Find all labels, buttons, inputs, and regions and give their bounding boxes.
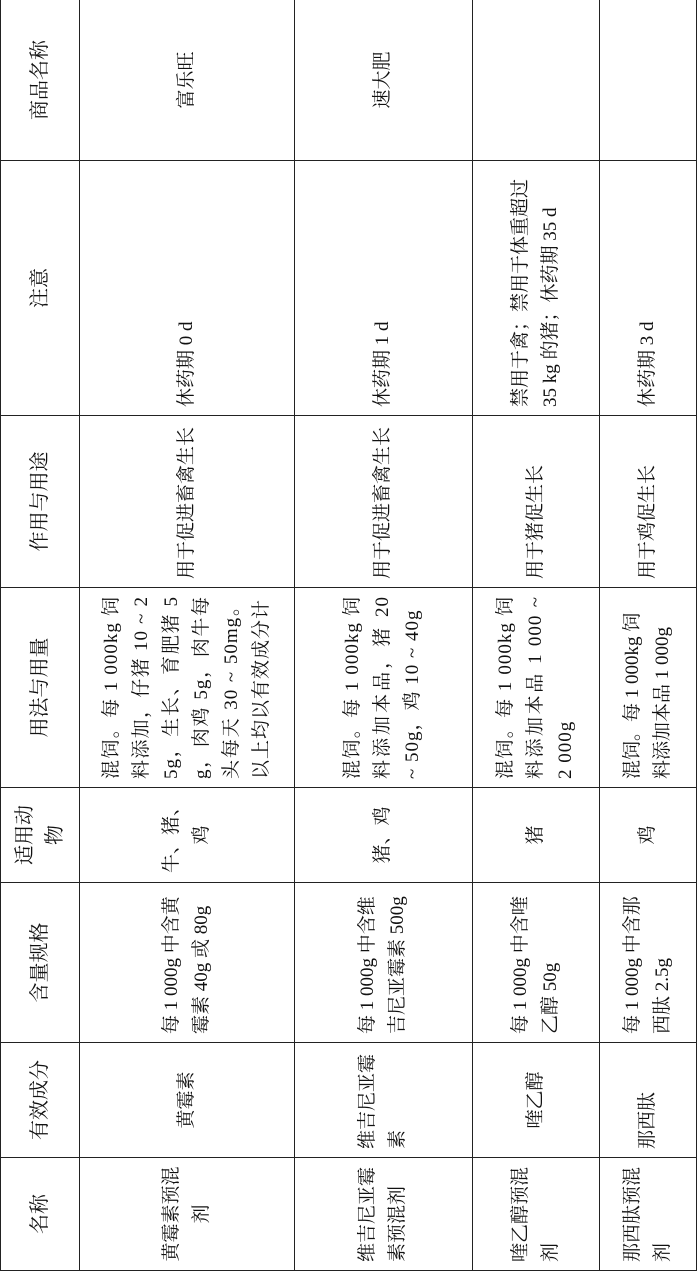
cell-notes: 禁用于禽；禁用于体重超过 35 kg 的猪；休药期 35 d	[473, 161, 600, 416]
cell-dosage: 混饲。每 1 000kg 饲料添加本品 1 000 ~ 2 000g	[473, 588, 600, 788]
cell-notes: 休药期 3 d	[600, 161, 697, 416]
cell-spec: 每 1 000g 中含维吉尼亚霉素 500g	[294, 883, 472, 1043]
header-spec: 含量规格	[1, 883, 80, 1043]
cell-animals: 牛、猪、鸡	[80, 788, 295, 883]
cell-animals: 猪、鸡	[294, 788, 472, 883]
cell-usage: 用于促进畜禽生长	[294, 416, 472, 588]
cell-dosage: 混饲。每 1 000kg 饲料添加，仔猪 10 ~ 25g，生长、育肥猪 5g，肉鸡 5g，肉牛每头每天 30 ~ 50mg。以上均以有效成分计	[80, 588, 295, 788]
cell-brand	[600, 0, 697, 161]
header-ingredient: 有效成分	[1, 1043, 80, 1158]
cell-notes: 休药期 1 d	[294, 161, 472, 416]
header-notes: 注意	[1, 161, 80, 416]
header-usage: 作用与用途	[1, 416, 80, 588]
cell-name: 黄霉素预混剂	[80, 1158, 295, 1271]
cell-ingredient: 那西肽	[600, 1043, 697, 1158]
table-row	[473, 0, 600, 1271]
table-row	[80, 0, 295, 1271]
cell-usage: 用于促进畜禽生长	[80, 416, 295, 588]
cell-animals: 猪	[473, 788, 600, 883]
cell-spec: 每 1 000g 中含黄霉素 40g 或 80g	[80, 883, 295, 1043]
cell-ingredient: 维吉尼亚霉素	[294, 1043, 472, 1158]
cell-usage: 用于猪促生长	[473, 416, 600, 588]
header-name: 名称	[1, 1158, 80, 1271]
cell-notes: 休药期 0 d	[80, 161, 295, 416]
table-row	[294, 0, 472, 1271]
cell-name: 维吉尼亚霉素预混剂	[294, 1158, 472, 1271]
cell-animals: 鸡	[600, 788, 697, 883]
header-dosage: 用法与用量	[1, 588, 80, 788]
cell-name: 喹乙醇预混剂	[473, 1158, 600, 1271]
table-row	[600, 0, 697, 1271]
cell-dosage: 混饲。每 1 000kg 饲料添加本品，猪 20 ~ 50g，鸡 10 ~ 40g	[294, 588, 472, 788]
header-brand: 商品名称	[1, 0, 80, 161]
cell-dosage: 混饲。每 1 000kg 饲料添加本品 1 000g	[600, 588, 697, 788]
cell-spec: 每 1 000g 中含那西肽 2.5g	[600, 883, 697, 1043]
cell-brand: 速大肥	[294, 0, 472, 161]
cell-name: 那西肽预混剂	[600, 1158, 697, 1271]
header-row	[1, 0, 80, 1271]
cell-ingredient: 喹乙醇	[473, 1043, 600, 1158]
cell-brand: 富乐旺	[80, 0, 295, 161]
header-animals: 适用动物	[1, 788, 80, 883]
cell-brand	[473, 0, 600, 161]
cell-ingredient: 黄霉素	[80, 1043, 295, 1158]
cell-spec: 每 1 000g 中含喹乙醇 50g	[473, 883, 600, 1043]
cell-usage: 用于鸡促生长	[600, 416, 697, 588]
